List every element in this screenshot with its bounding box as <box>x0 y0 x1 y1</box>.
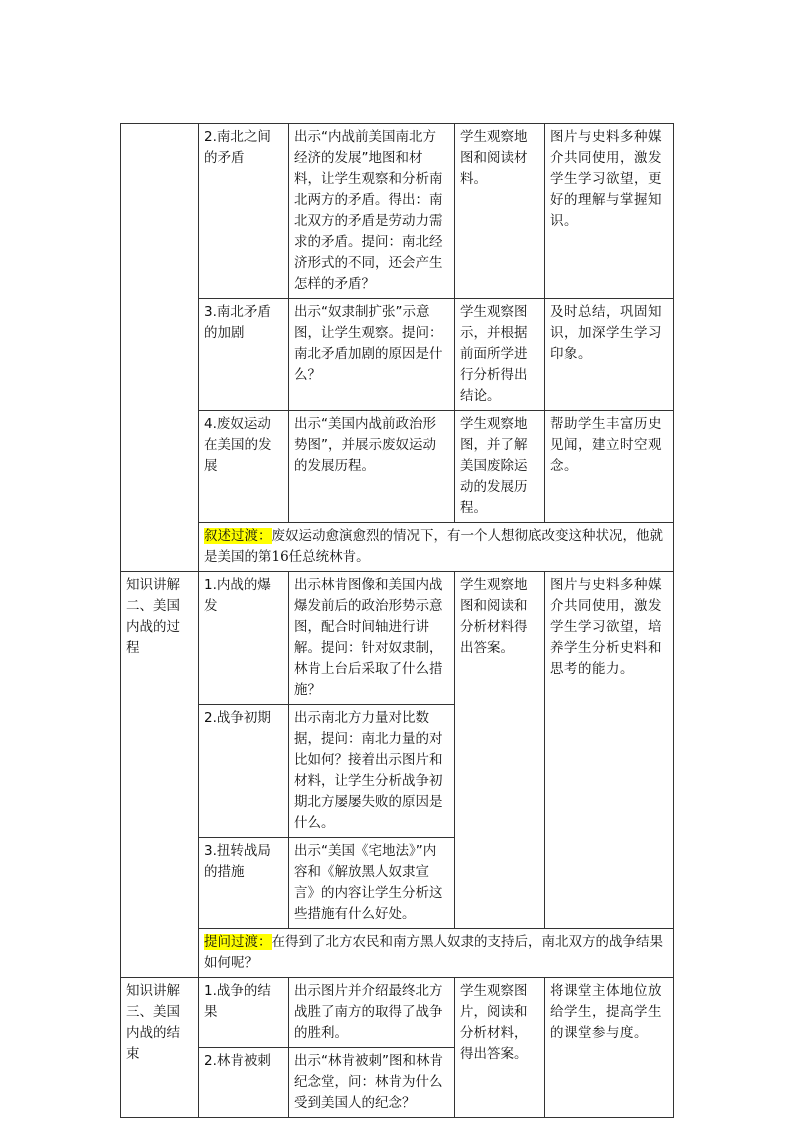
section-cell <box>121 124 199 572</box>
point-cell: 2.林肯被刺 <box>199 1048 289 1118</box>
transition-cell <box>199 929 674 978</box>
teacher-activity-cell: 出示“美国《宅地法》”内容和《解放黑人奴隶宣言》的内容让学生分析这些措施有什么好处。 <box>289 838 455 929</box>
student-activity-cell: 学生观察地图，并了解美国废除运动的发展历程。 <box>455 411 545 523</box>
design-intent-cell: 帮助学生丰富历史见闻，建立时空观念。 <box>545 411 674 523</box>
point-cell: 1.内战的爆发 <box>199 572 289 705</box>
table-row <box>121 299 674 411</box>
design-intent-cell: 及时总结，巩固知识，加深学生学习印象。 <box>545 299 674 411</box>
table-row <box>121 572 674 705</box>
section-cell: 知识讲解三、美国内战的结束 <box>121 978 199 1118</box>
teacher-activity-cell: 出示“奴隶制扩张”示意图，让学生观察。提问：南北矛盾加剧的原因是什么？ <box>289 299 455 411</box>
transition-text: 在得到了北方农民和南方黑人奴隶的支持后，南北双方的战争结果如何呢？ <box>204 934 663 971</box>
teacher-activity-cell: 出示林肯图像和美国内战爆发前后的政治形势示意图，配合时间轴进行讲解。提问：针对奴隶制，林肯上台后采取了什么措施？ <box>289 572 455 705</box>
table-row <box>121 124 674 299</box>
table-row <box>121 978 674 1048</box>
teacher-activity-cell: 出示“林肯被刺”图和林肯纪念堂，问：林肯为什么受到美国人的纪念？ <box>289 1048 455 1118</box>
point-cell: 2.战争初期 <box>199 705 289 838</box>
transition-row <box>121 523 674 572</box>
table-row <box>121 411 674 523</box>
point-cell: 1.战争的结果 <box>199 978 289 1048</box>
design-intent-cell: 图片与史料多种媒介共同使用，激发学生学习欲望，培养学生分析史料和思考的能力。 <box>545 572 674 929</box>
point-cell: 3.扭转战局的措施 <box>199 838 289 929</box>
student-activity-cell: 学生观察图片，阅读和分析材料，得出答案。 <box>455 978 545 1118</box>
teacher-activity-cell: 出示“美国内战前政治形势图”，并展示废奴运动的发展历程。 <box>289 411 455 523</box>
teacher-activity-cell: 出示南北方力量对比数据，提问：南北力量的对比如何？接着出示图片和材料，让学生分析战争初期北方屡屡失败的原因是什么。 <box>289 705 455 838</box>
teacher-activity-cell: 出示“内战前美国南北方经济的发展”地图和材料，让学生观察和分析南北两方的矛盾。得出：南北双方的矛盾是劳动力需求的矛盾。提问：南北经济形式的不同，还会产生怎样的矛盾？ <box>289 124 455 299</box>
transition-label: 提问过渡： <box>204 934 272 950</box>
student-activity-cell: 学生观察地图和阅读材料。 <box>455 124 545 299</box>
teacher-activity-cell: 出示图片并介绍最终北方战胜了南方的取得了战争的胜利。 <box>289 978 455 1048</box>
design-intent-cell: 图片与史料多种媒介共同使用，激发学生学习欲望，更好的理解与掌握知识。 <box>545 124 674 299</box>
design-intent-cell: 将课堂主体地位放给学生，提高学生的课堂参与度。 <box>545 978 674 1118</box>
transition-row <box>121 929 674 978</box>
lesson-plan-table <box>120 123 674 1118</box>
student-activity-cell: 学生观察图示，并根据前面所学进行分析得出结论。 <box>455 299 545 411</box>
transition-label: 叙述过渡： <box>204 528 272 544</box>
point-cell: 2.南北之间的矛盾 <box>199 124 289 299</box>
transition-text: 废奴运动愈演愈烈的情况下，有一个人想彻底改变这种状况，他就是美国的第16任总统林肯。 <box>204 528 663 565</box>
point-cell: 3.南北矛盾的加剧 <box>199 299 289 411</box>
transition-cell <box>199 523 674 572</box>
student-activity-cell: 学生观察地图和阅读和分析材料得出答案。 <box>455 572 545 929</box>
point-cell: 4.废奴运动在美国的发展 <box>199 411 289 523</box>
section-cell: 知识讲解二、美国内战的过程 <box>121 572 199 978</box>
